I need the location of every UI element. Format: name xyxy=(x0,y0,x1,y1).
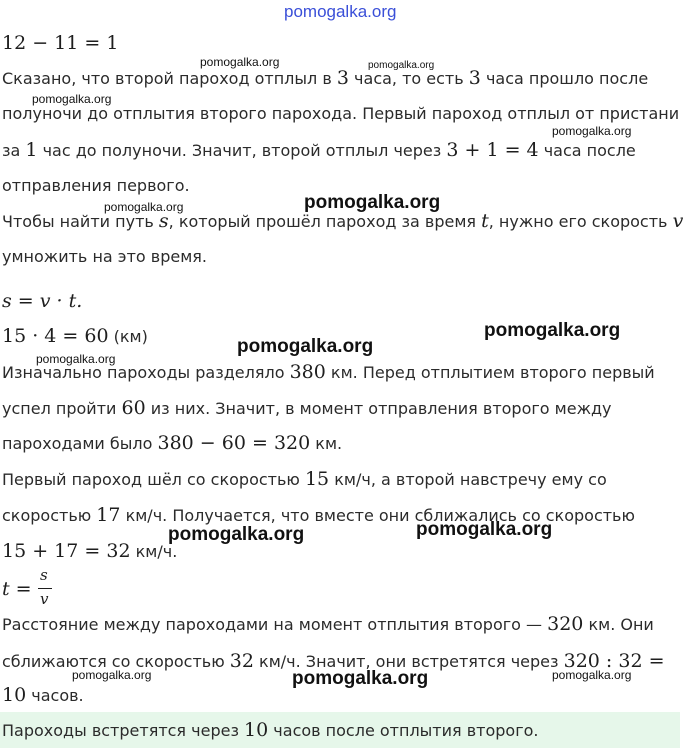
watermark: pomogalka.org xyxy=(72,668,152,682)
text-line-3: полуночи до отплытия второго парохода. Первый пароход отплыл от пристани xyxy=(2,104,680,123)
watermark: pomogalka.org xyxy=(32,92,112,106)
fraction-bar xyxy=(38,588,52,589)
watermark: pomogalka.org xyxy=(416,519,553,540)
watermark: pomogalka.org xyxy=(200,55,280,69)
formula-s-vt: s = v · t. xyxy=(2,290,83,312)
formula-t-s-over-v: t = s v xyxy=(2,566,62,612)
watermark: pomogalka.org xyxy=(552,668,632,682)
watermark-top: pomogalka.org xyxy=(284,2,397,21)
watermark: pomogalka.org xyxy=(104,200,184,214)
text-line-10: Изначально пароходы разделяло 380 км. Перед отплытием второго первый xyxy=(2,361,655,383)
watermark: pomogalka.org xyxy=(292,668,429,689)
watermark: pomogalka.org xyxy=(552,124,632,138)
text-line-5: отправления первого. xyxy=(2,176,190,195)
text-line-18: сближаются со скоростью 32 км/ч. Значит, они встретятся через 320 : 32 = xyxy=(2,650,665,672)
watermark: pomogalka.org xyxy=(304,192,441,213)
equation-12-minus-11: 12 − 11 = 1 xyxy=(2,32,119,54)
text-line-12: пароходами было 380 − 60 = 320 км. xyxy=(2,432,343,454)
text-line-7: умножить на это время. xyxy=(2,247,207,266)
text-line-19: 10 часов. xyxy=(2,684,84,706)
equation-15-plus-17: 15 + 17 = 32 км/ч. xyxy=(2,540,178,562)
text-line-14: скоростью 17 км/ч. Получается, что вместе они сближались со скоростью xyxy=(2,504,635,526)
text-line-11: успел пройти 60 из них. Значит, в момент отправления второго между xyxy=(2,397,612,419)
text-line-17: Расстояние между пароходами на момент отплытия второго — 320 км. Они xyxy=(2,613,654,635)
text-line-2: Сказано, что второй пароход отплыл в 3 часа, то есть 3 часа прошло после xyxy=(2,67,649,89)
watermark: pomogalka.org xyxy=(237,336,374,357)
equation-15x4: 15 · 4 = 60 (км) xyxy=(2,325,148,347)
text-line-4: за 1 час до полуночи. Значит, второй отплыл через 3 + 1 = 4 часа после xyxy=(2,139,636,161)
watermark: pomogalka.org xyxy=(484,320,621,341)
watermark: pomogalka.org xyxy=(168,524,305,545)
text-line-6: Чтобы найти путь s, который прошёл пароход за время t, нужно его скорость v xyxy=(2,210,683,232)
text-line-13: Первый пароход шёл со скоростью 15 км/ч, а второй навстречу ему со xyxy=(2,468,607,490)
answer-text: Пароходы встретятся через 10 часов после отплытия второго. xyxy=(2,719,539,741)
watermark: pomogalka.org xyxy=(368,60,435,71)
answer-box xyxy=(0,712,680,748)
watermark: pomogalka.org xyxy=(36,352,116,366)
